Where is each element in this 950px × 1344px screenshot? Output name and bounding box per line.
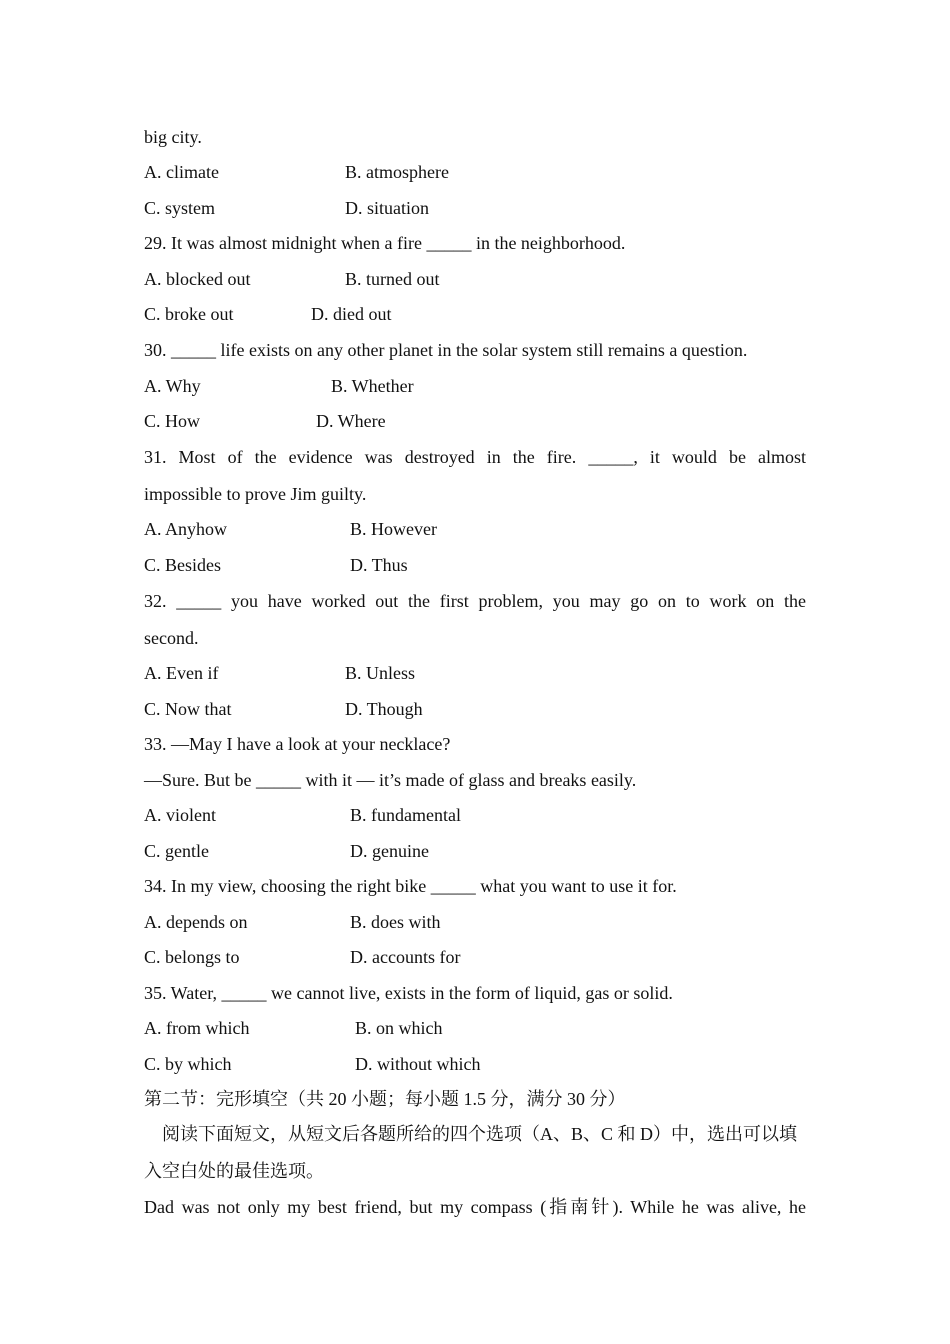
question-31-continued: impossible to prove Jim guilty. [144, 484, 367, 504]
question-32-continued: second. [144, 628, 199, 648]
option-d: D. Thus [350, 555, 408, 575]
option-c: C. Besides [144, 555, 222, 575]
option-b: B. fundamental [350, 805, 461, 825]
question-30: 30. _____ life exists on any other planet in the solar system still remains a question. [144, 340, 748, 360]
option-b: B. atmosphere [345, 162, 449, 182]
option-c: C. belongs to [144, 947, 240, 967]
option-d: D. Where [316, 411, 386, 431]
option-d: D. situation [345, 198, 429, 218]
question-33-reply: —Sure. But be _____ with it — it’s made of glass and breaks easily. [144, 770, 637, 790]
option-c: C. by which [144, 1054, 232, 1074]
option-b: B. Whether [331, 376, 414, 396]
option-d: D. without which [355, 1054, 481, 1074]
option-a: A. violent [144, 805, 216, 825]
question-31: 31. Most of the evidence was destroyed in the fire. _____, it would be almost [144, 447, 806, 467]
question-34: 34. In my view, choosing the right bike _____ what you want to use it for. [144, 876, 677, 896]
option-b: B. turned out [345, 269, 440, 289]
instructions: 阅读下面短文，从短文后各题所给的四个选项（A、B、C 和 D）中，选出可以填 [162, 1124, 798, 1144]
option-a: A. blocked out [144, 269, 251, 289]
option-c: C. Now that [144, 699, 232, 719]
option-b: B. However [350, 519, 437, 539]
option-c: C. system [144, 198, 216, 218]
question-32: 32. _____ you have worked out the first problem, you may go on to work on the [144, 591, 806, 611]
section-heading: 第二节：完形填空（共 20 小题；每小题 1.5 分，满分 30 分） [144, 1089, 626, 1109]
text-line: big city. [144, 127, 202, 147]
option-a: A. climate [144, 162, 219, 182]
question-33: 33. —May I have a look at your necklace? [144, 734, 451, 754]
option-d: D. Though [345, 699, 423, 719]
option-a: A. depends on [144, 912, 248, 932]
option-b: B. on which [355, 1018, 443, 1038]
option-c: C. broke out [144, 304, 234, 324]
question-29: 29. It was almost midnight when a fire _____ in the neighborhood. [144, 233, 626, 253]
option-d: D. died out [311, 304, 392, 324]
passage-line: Dad was not only my best friend, but my compass (指南针). While he was alive, he [144, 1197, 806, 1217]
instructions-continued: 入空白处的最佳选项。 [144, 1161, 324, 1181]
option-c: C. gentle [144, 841, 209, 861]
option-a: A. Why [144, 376, 201, 396]
option-a: A. Even if [144, 663, 219, 683]
question-35: 35. Water, _____ we cannot live, exists in the form of liquid, gas or solid. [144, 983, 673, 1003]
option-c: C. How [144, 411, 201, 431]
option-b: B. does with [350, 912, 441, 932]
option-d: D. genuine [350, 841, 429, 861]
option-b: B. Unless [345, 663, 416, 683]
option-a: A. from which [144, 1018, 250, 1038]
option-a: A. Anyhow [144, 519, 228, 539]
option-d: D. accounts for [350, 947, 461, 967]
